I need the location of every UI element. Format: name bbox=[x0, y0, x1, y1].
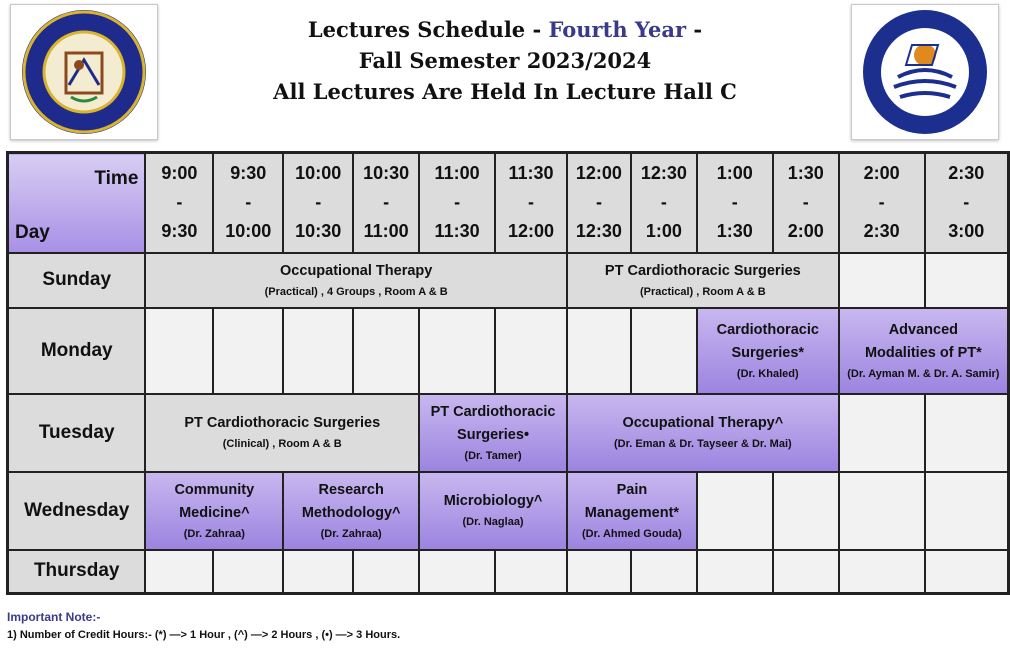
time-slot-9: 1:00 - 1:30 bbox=[697, 153, 773, 253]
empty-cell bbox=[145, 550, 213, 594]
page-header bbox=[0, 0, 1010, 150]
title-suffix: - bbox=[686, 17, 703, 42]
day-wednesday: Wednesday bbox=[8, 472, 146, 550]
time-slot-4: 10:30 - 11:00 bbox=[353, 153, 419, 253]
empty-cell bbox=[419, 308, 495, 394]
faculty-logo-emblem bbox=[11, 5, 157, 139]
empty-cell bbox=[283, 550, 353, 594]
time-slot-1: 9:00 - 9:30 bbox=[145, 153, 213, 253]
empty-cell bbox=[697, 550, 773, 594]
time-slot-2: 9:30 - 10:00 bbox=[213, 153, 283, 253]
empty-cell bbox=[495, 308, 567, 394]
wednesday-row bbox=[8, 472, 1009, 550]
empty-cell bbox=[631, 308, 697, 394]
session-sunday-pt-cardiothoracic: PT Cardiothoracic Surgeries (Practical) , Room A & B bbox=[567, 253, 839, 308]
schedule-table bbox=[6, 151, 1010, 595]
empty-cell bbox=[925, 253, 1009, 308]
note-text: 1) Number of Credit Hours:- (*) —> 1 Hour , (^) —> 2 Hours , (•) —> 3 Hours. bbox=[7, 629, 401, 641]
title-line-2: Fall Semester 2023/2024 bbox=[358, 48, 652, 73]
empty-cell bbox=[925, 550, 1009, 594]
empty-cell bbox=[283, 308, 353, 394]
time-slot-12: 2:30 - 3:00 bbox=[925, 153, 1009, 253]
corner-cell bbox=[8, 153, 146, 253]
time-label: Time bbox=[94, 168, 139, 189]
important-note bbox=[7, 610, 400, 641]
empty-cell bbox=[567, 550, 631, 594]
empty-cell bbox=[925, 394, 1009, 472]
session-monday-cardiothoracic: Cardiothoracic Surgeries* (Dr. Khaled) bbox=[697, 308, 839, 394]
empty-cell bbox=[353, 550, 419, 594]
day-tuesday: Tuesday bbox=[8, 394, 146, 472]
empty-cell bbox=[839, 550, 925, 594]
session-wednesday-microbiology: Microbiology^ (Dr. Naglaa) bbox=[419, 472, 567, 550]
note-title: Important Note:- bbox=[7, 610, 101, 624]
empty-cell bbox=[145, 308, 213, 394]
day-sunday: Sunday bbox=[8, 253, 146, 308]
empty-cell bbox=[495, 550, 567, 594]
empty-cell bbox=[697, 472, 773, 550]
empty-cell bbox=[567, 308, 631, 394]
title-year: Fourth Year bbox=[548, 17, 687, 42]
empty-cell bbox=[839, 394, 925, 472]
session-wednesday-community-medicine: Community Medicine^ (Dr. Zahraa) bbox=[145, 472, 283, 550]
time-slot-5: 11:00 - 11:30 bbox=[419, 153, 495, 253]
session-sunday-occupational-therapy: Occupational Therapy (Practical) , 4 Groups , Room A & B bbox=[145, 253, 567, 308]
time-slot-6: 11:30 - 12:00 bbox=[495, 153, 567, 253]
empty-cell bbox=[213, 550, 283, 594]
day-monday: Monday bbox=[8, 308, 146, 394]
session-wednesday-research-methodology: Research Methodology^ (Dr. Zahraa) bbox=[283, 472, 419, 550]
empty-cell bbox=[419, 550, 495, 594]
time-slot-3: 10:00 - 10:30 bbox=[283, 153, 353, 253]
university-logo-emblem bbox=[852, 5, 998, 139]
empty-cell bbox=[213, 308, 283, 394]
time-slot-11: 2:00 - 2:30 bbox=[839, 153, 925, 253]
day-label: Day bbox=[15, 221, 50, 243]
session-tuesday-pt-cardiothoracic-clinical: PT Cardiothoracic Surgeries (Clinical) , Room A & B bbox=[145, 394, 419, 472]
empty-cell bbox=[839, 472, 925, 550]
time-slot-10: 1:30 - 2:00 bbox=[773, 153, 839, 253]
faculty-logo bbox=[10, 4, 158, 140]
tuesday-row bbox=[8, 394, 1009, 472]
session-tuesday-pt-cardiothoracic: PT Cardiothoracic Surgeries• (Dr. Tamer) bbox=[419, 394, 567, 472]
empty-cell bbox=[353, 308, 419, 394]
thursday-row bbox=[8, 550, 1009, 594]
schedule-title-block bbox=[175, 14, 835, 107]
session-wednesday-pain-management: Pain Management* (Dr. Ahmed Gouda) bbox=[567, 472, 697, 550]
title-line-3: All Lectures Are Held In Lecture Hall C bbox=[273, 79, 737, 104]
empty-cell bbox=[839, 253, 925, 308]
university-logo bbox=[851, 4, 999, 140]
empty-cell bbox=[773, 550, 839, 594]
title-prefix: Lectures Schedule - bbox=[307, 17, 549, 42]
time-slot-8: 12:30 - 1:00 bbox=[631, 153, 697, 253]
day-thursday: Thursday bbox=[8, 550, 146, 594]
session-monday-advanced-modalities: Advanced Modalities of PT* (Dr. Ayman M. & Dr. A. Samir) bbox=[839, 308, 1009, 394]
sunday-row bbox=[8, 253, 1009, 308]
time-header-row bbox=[8, 153, 1009, 253]
empty-cell bbox=[631, 550, 697, 594]
monday-row bbox=[8, 308, 1009, 394]
title-line-1 bbox=[175, 14, 835, 45]
session-tuesday-occupational-therapy: Occupational Therapy^ (Dr. Eman & Dr. Tayseer & Dr. Mai) bbox=[567, 394, 839, 472]
empty-cell bbox=[925, 472, 1009, 550]
time-slot-7: 12:00 - 12:30 bbox=[567, 153, 631, 253]
empty-cell bbox=[773, 472, 839, 550]
